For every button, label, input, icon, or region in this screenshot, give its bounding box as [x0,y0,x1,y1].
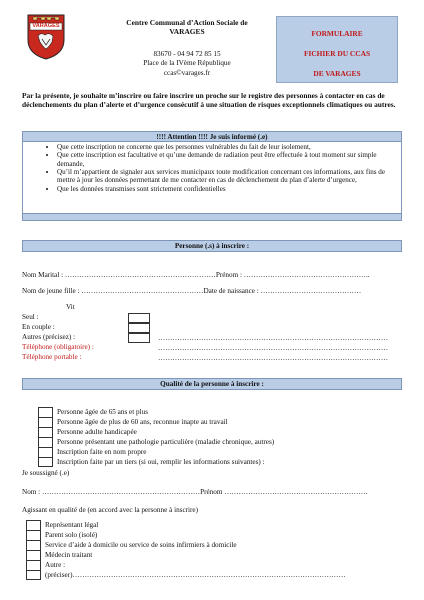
role-preciser-field[interactable]: (préciser)…………………………………………………………………………………………………… [45,571,346,579]
attention-item: • Que cette inscription est facultative et qu’une demande de radiation peut être effectuée à tout moment sur simple demande, [57,151,391,168]
form-title-line1: FORMULAIRE [311,29,363,38]
role-checkbox[interactable] [26,530,41,540]
seul-checkbox[interactable] [128,313,150,323]
quality-option: Inscription faite en nom propre [57,448,147,456]
quality-option: Personne âgée de plus de 60 ans, reconnue inapte au travail [57,418,228,426]
quality-checkbox[interactable] [38,417,53,427]
role-option: Représentant légal [45,521,99,529]
form-title-line3: DE VARAGES [313,68,361,78]
quality-checkbox[interactable] [38,457,53,467]
varages-crest-logo [26,12,66,60]
role-option: Médecin traitant [45,551,93,559]
en-couple-label: En couple : [22,323,55,331]
organization-header [112,18,262,77]
tiers-nom-prenom-field[interactable]: Nom : …………………………………………………………Prénom …………………………………………………… [22,488,368,496]
attention-header: !!!! Attention !!!! Je suis informé (.e) [22,131,402,142]
org-name-line1: Centre Communal d’Action Sociale de [126,18,248,27]
quality-checkbox[interactable] [38,407,53,417]
attention-item: • Qu’il m’appartient de signaler aux services municipaux toute modification concernant ces informations, aux fins de mettre à jour les données permettant de me contacter en cas de déclenchement du plan d’alerte d’urgence, [57,168,391,185]
intro-paragraph: Par la présente, je souhaite m’inscrire ou faire inscrire un proche sur le registre des personnes à contacter en cas de déclenchements du plan d’alerte et d’urgence consécutif à une situation de risques exceptionnels climatiques ou autres. [22,91,396,110]
soussigne-label: Je soussigné (.e) [22,469,70,477]
attention-item: • Que cette inscription ne concerne que les personnes vulnérables du fait de leur isolement, [57,143,391,151]
role-option: Parent solo (isolé) [45,531,98,539]
role-checkbox[interactable] [26,520,41,530]
org-email: ccas©varages.fr [163,68,211,77]
role-option: Autre : [45,561,66,569]
role-checkbox[interactable] [26,570,41,580]
quality-option: Personne adulte handicapée [57,428,137,436]
autres-input[interactable]: …………………………………………………………………………………… [158,334,388,342]
org-name-line2: VARAGES [169,27,205,37]
attention-item: • Que les données transmises sont strictement confidentielles [57,185,391,193]
telephone-label: Téléphone (obligatoire) : [22,343,94,351]
quality-checkbox[interactable] [38,447,53,457]
person-section-header: Personne (.s) à inscrire : [22,240,402,252]
role-checkbox[interactable] [26,560,41,570]
en-couple-checkbox[interactable] [128,323,150,333]
crest-label: VARAGES [32,23,60,29]
telephone-portable-label: Téléphone portable : [22,353,82,361]
quality-checkbox[interactable] [38,427,53,437]
attention-list [22,142,402,213]
attention-footer-bar [22,213,402,221]
form-title-box [276,16,398,83]
autres-checkbox[interactable] [128,333,150,343]
quality-option: Personne âgée de 65 ans et plus [57,408,149,416]
nom-marital-field[interactable]: Nom Marital : ………………………………………………………Prénom : …………………………………………….. [22,271,370,279]
org-address: Place de la IVème République [143,59,231,68]
role-option: Service d’aide à domicile ou service de soins infirmiers à domicile [45,541,237,549]
role-checkbox[interactable] [26,550,41,560]
quality-option: Personne présentant une pathologie particulière (maladie chronique, autres) [57,438,275,446]
telephone-portable-input[interactable]: …………………………………………………………………………………… [158,354,388,362]
org-phone: 83670 - 04 94 72 85 15 [153,49,221,58]
nom-jeune-fille-field[interactable]: Nom de jeune fille : ……………………………………………Date de naissance : …………………………………… [22,287,362,295]
autres-label: Autres (précisez) : [22,333,76,341]
quality-section-header: Qualité de la personne à inscrire : [22,378,402,390]
vit-label: Vit [66,303,75,311]
agissant-label: Agissant en qualité de (en accord avec la personne à inscrire) [22,506,199,514]
seul-label: Seul : [22,313,39,321]
quality-option: Inscription faite par un tiers (si oui, remplir les informations suivantes) : [57,458,265,466]
quality-checkbox[interactable] [38,437,53,447]
telephone-input[interactable]: …………………………………………………………………………………… [158,344,388,352]
form-title-line2: FICHIER DU CCAS [303,48,371,58]
role-checkbox[interactable] [26,540,41,550]
